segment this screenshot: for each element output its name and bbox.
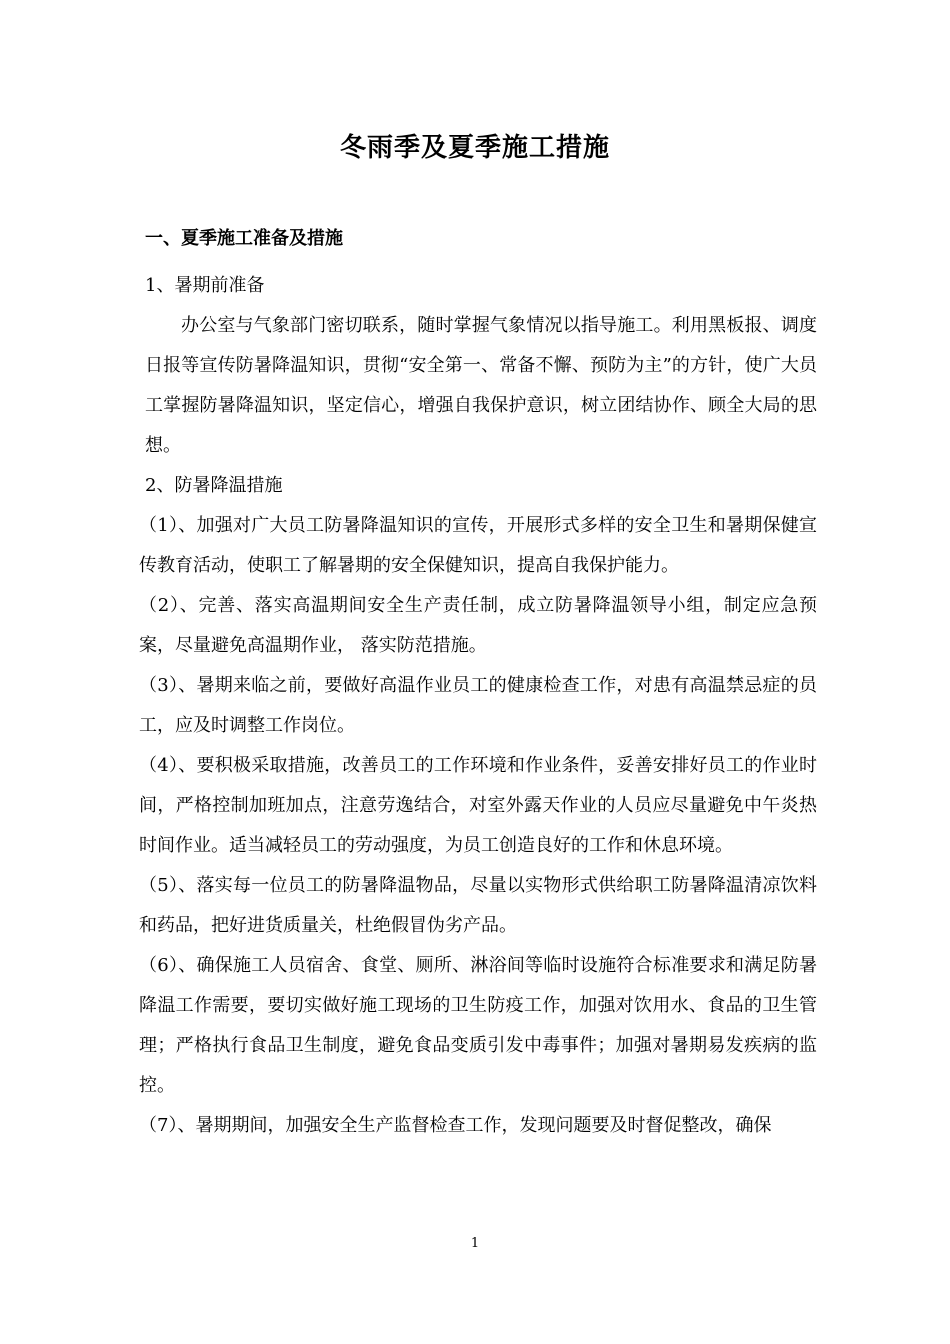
subsection-heading-measures: 2、防暑降温措施 [145,475,283,496]
page-number: 1 [470,1236,480,1251]
measure-item-6: （6）、确保施工人员宿舍、食堂、厕所、淋浴间等临时设施符合标准要求和满足防暑降温工作需要，要切实做好施工现场的卫生防疫工作，加强对饮用水、食品的卫生管理；严格执行食品卫生制度，避免食品变质引发中毒事件；加强对暑期易发疾病的监控。 [139,955,817,1096]
measure-item-2: （2）、完善、落实高温期间安全生产责任制，成立防暑降温领导小组，制定应急预案，尽量避免高温期作业， 落实防范措施。 [139,595,817,656]
measure-item-5: （5）、落实每一位员工的防暑降温物品，尽量以实物形式供给职工防暑降温清凉饮料和药品，把好进货质量关，杜绝假冒伪劣产品。 [139,875,817,936]
measure-item-3: （3）、暑期来临之前，要做好高温作业员工的健康检查工作，对患有高温禁忌症的员工，应及时调整工作岗位。 [139,675,817,736]
measure-item-1: （1）、加强对广大员工防暑降温知识的宣传，开展形式多样的安全卫生和暑期保健宣传教育活动，使职工了解暑期的安全保健知识，提高自我保护能力。 [139,515,817,576]
document-body [139,266,817,1146]
measure-item-7: （7）、暑期期间，加强安全生产监督检查工作，发现问题要及时督促整改，确保 [139,1115,772,1136]
measure-item-4: （4）、要积极采取措施，改善员工的工作环境和作业条件，妥善安排好员工的作业时间，严格控制加班加点，注意劳逸结合，对室外露天作业的人员应尽量避免中午炎热时间作业。适当减轻员工的劳动强度，为员工创造良好的工作和休息环境。 [139,755,817,856]
preparation-paragraph: 办公室与气象部门密切联系，随时掌握气象情况以指导施工。利用黑板报、调度日报等宣传防暑降温知识，贯彻“安全第一、常备不懈、预防为主”的方针，使广大员工掌握防暑降温知识，坚定信心，增强自我保护意识，树立团结协作、顾全大局的思想。 [145,315,817,456]
subsection-heading-preparation: 1、暑期前准备 [145,275,265,296]
section-heading: 一、夏季施工准备及措施 [145,228,343,249]
document-title: 冬雨季及夏季施工措施 [339,133,610,163]
